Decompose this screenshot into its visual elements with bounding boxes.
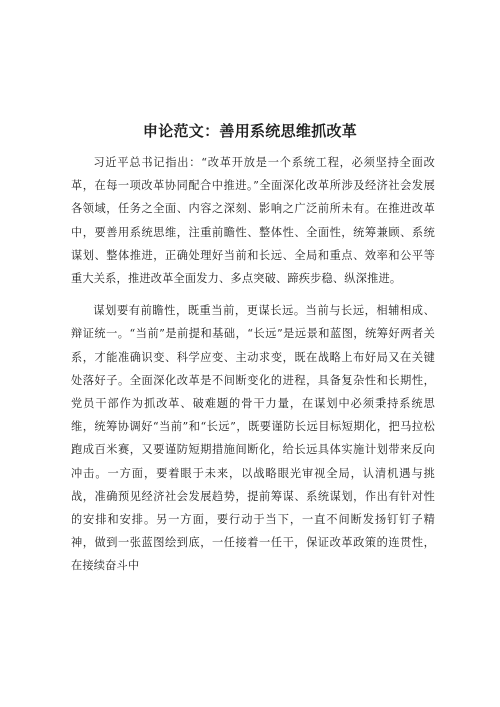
paragraph-1: 习近平总书记指出：“改革开放是一个系统工程，必须坚持全面改革，在每一项改革协同配合中推进。”全面深化改革所涉及经济社会发展各领域，任务之全面、内容之深刻、影响之广泛前所未有。在推进改革中，要善用系统思维，注重前瞻性、整体性、全面性，统筹兼顾、系统谋划、整体推进，正确处理好当前和长远、全局和重点、效率和公平等重大关系，推进改革全面发力、多点突破、蹄疾步稳、纵深推进。 [71, 156, 435, 286]
paragraph-2: 谋划要有前瞻性，既重当前，更谋长远。当前与长远，相辅相成、辩证统一。“当前”是前提和基础，“长远”是远景和蓝图，统筹好两者关系，才能准确识变、科学应变、主动求变，既在战略上布好局又在关键处落好子。全面深化改革是不间断变化的进程，具备复杂性和长期性，党员干部作为抓改革、破难题的骨干力量，在谋划中必须秉持系统思维，统筹协调好“当前”和“长远”，既要谨防长远目标短期化，把马拉松跑成百米赛，又要谨防短期措施间断化，给长远具体实施计划带来反向冲击。一方面，要着眼于未来，以战略眼光审视全局，认清机遇与挑战，准确预见经济社会发展趋势，提前筹谋、系统谋划，作出有针对性的安排和安排。另一方面，要行动于当下，一直不间断发扬钉钉子精神，做到一张蓝图绘到底，一任接着一任干，保证改革政策的连贯性，在接续奋斗中 [71, 304, 435, 573]
document-title: 申论范文：善用系统思维抓改革 [142, 122, 358, 140]
document-body [71, 151, 435, 587]
